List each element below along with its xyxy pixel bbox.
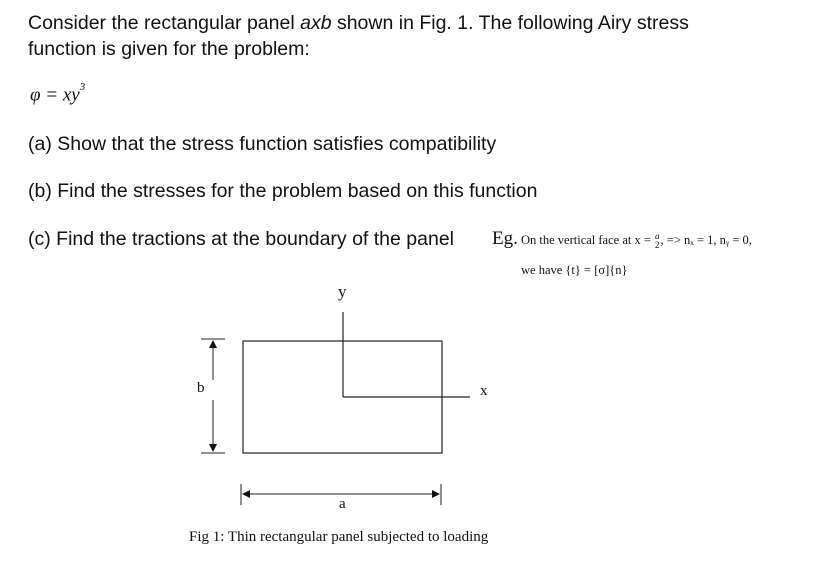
- fraction-numerator: a: [655, 231, 660, 241]
- example-label: Eg.: [492, 228, 518, 249]
- x-axis-label: x: [480, 383, 488, 399]
- intro-text-1: Consider the rectangular panel: [28, 12, 301, 34]
- formula-lhs: φ = xy: [30, 84, 80, 106]
- dimension-a-label: a: [339, 496, 346, 512]
- formula-exponent: 3: [79, 81, 86, 93]
- dimension-b-label: b: [197, 380, 205, 396]
- intro-var: axb: [300, 12, 332, 34]
- fraction-denominator: 2: [655, 240, 660, 250]
- example-note-prefix: On the vertical face at x =: [521, 232, 651, 247]
- figure-caption: Fig 1: Thin rectangular panel subjected to loading: [189, 529, 489, 545]
- example-we-have: we have {t} = [σ]{n}: [521, 263, 628, 277]
- y-axis-label: y: [338, 282, 347, 301]
- intro-text-2: shown in Fig. 1. The following Airy stress: [331, 12, 689, 34]
- part-b: (b) Find the stresses for the problem based on this function: [28, 180, 538, 202]
- part-c: (c) Find the tractions at the boundary of the panel: [28, 228, 455, 250]
- part-a: (a) Show that the stress function satisfies compatibility: [28, 133, 497, 155]
- example-note-suffix: , => nₓ = 1, nᵧ = 0,: [660, 232, 752, 247]
- intro-text-3: function is given for the problem:: [28, 38, 310, 60]
